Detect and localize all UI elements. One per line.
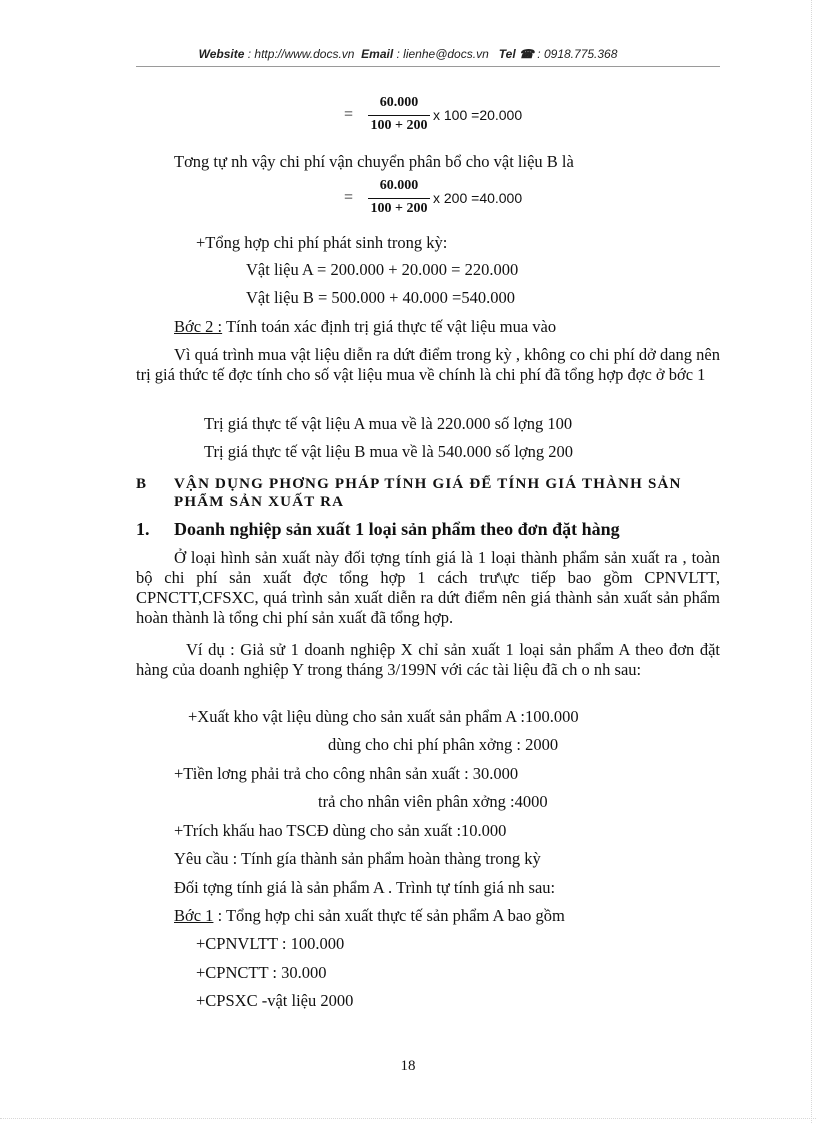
phone-icon: ☎ bbox=[519, 47, 534, 61]
formula-denominator: 100 + 200 bbox=[370, 118, 428, 133]
text-line: Trị giá thực tế vật liệu B mua về là 540.000 số lợng 200 bbox=[204, 442, 574, 461]
subsection-heading: 1. Doanh nghiệp sản xuất 1 loại sản phẩm theo đơn đặt hàng bbox=[136, 519, 620, 539]
step-label: Bớc 2 : bbox=[174, 317, 223, 336]
page-number: 18 bbox=[400, 1058, 416, 1074]
text-line: Vật liệu A = 200.000 + 20.000 = 220.000 bbox=[246, 260, 519, 279]
header-rule bbox=[136, 66, 720, 67]
text-line: +Tiền lơng phải trả cho công nhân sản xuất : 30.000 bbox=[174, 764, 519, 783]
tel-label: Tel bbox=[498, 47, 516, 61]
step-2-line: Bớc 2 : Tính toán xác định trị giá thực tế vật liệu mua vào bbox=[174, 317, 557, 336]
formula-denominator: 100 + 200 bbox=[370, 201, 428, 216]
email-value[interactable]: lienhe@docs.vn bbox=[403, 47, 489, 61]
fraction-bar bbox=[368, 198, 430, 199]
text-line: trả cho nhân viên phân xởng :4000 bbox=[318, 792, 548, 811]
paragraph: Ví dụ : Giả sử 1 doanh nghiệp X chỉ sản xuất 1 loại sản phẩm A theo đơn đặt hàng của doanh nghiệp Y trong tháng 3/199N với các tài liệu đã ch o nh sau: bbox=[136, 640, 720, 679]
tel-value: 0918.775.368 bbox=[543, 47, 618, 61]
text-line: +Xuất kho vật liệu dùng cho sản xuất sản phẩm A :100.000 bbox=[188, 707, 579, 726]
website-url[interactable]: http://www.docs.vn bbox=[254, 47, 355, 61]
text-line: +CPSXC -vật liệu 2000 bbox=[196, 991, 354, 1010]
text-line: +CPNVLTT : 100.000 bbox=[196, 934, 345, 953]
fraction-bar bbox=[368, 115, 430, 116]
formula-result: x 100 =20.000 bbox=[433, 107, 523, 123]
text-line: Tơng tự nh vậy chi phí vận chuyển phân bổ cho vật liệu B là bbox=[174, 152, 574, 171]
step-label: Bớc 1 bbox=[174, 906, 214, 925]
email-label: Email bbox=[361, 47, 394, 61]
paragraph: Vì quá trình mua vật liệu diễn ra dứt điểm trong kỳ , không co chi phí dở dang nên trị giá thức tế đợc tính cho số vật liệu mua về chính là chi phí đã tổng hợp đợc ở bớc 1 bbox=[136, 345, 720, 384]
text-line: +CPNCTT : 30.000 bbox=[196, 963, 327, 982]
paragraph: Ở loại hình sản xuất này đối tợng tính giá là 1 loại thành phẩm sản xuất ra , toàn bộ chi phí sản xuất đợc tổng hợp 1 cách trư\ực tiếp bao gồm CPNVLTT, CPNCTT,CFSXC, quá trình sản xuất diễn ra dứt điểm nên giá thành sản xuất sản phẩm hoàn thành là tổng chi phí sản xuất đã tổng hợp. bbox=[136, 548, 720, 627]
page-header: Website : http://www.docs.vn Email : lienhe@docs.vn Tel ☎ : 0918.775.368 bbox=[198, 47, 618, 61]
formula-numerator: 60.000 bbox=[379, 95, 419, 110]
text-line: +Trích khấu hao TSCĐ dùng cho sản xuất :10.000 bbox=[174, 821, 507, 840]
text-line: Trị giá thực tế vật liệu A mua về là 220.000 số lợng 100 bbox=[204, 414, 573, 433]
text-line: Yêu cầu : Tính gía thành sản phẩm hoàn thàng trong kỳ bbox=[174, 849, 541, 868]
website-label: Website bbox=[198, 47, 245, 61]
section-heading: B VẬN DỤNG PHƠNG PHÁP TÍNH GIÁ ĐỂ TÍNH GIÁ THÀNH SẢN PHẨM SẢN XUẤT RA bbox=[136, 476, 682, 510]
text-line: +Tổng hợp chi phí phát sinh trong kỳ: bbox=[196, 233, 448, 252]
page-edge-right bbox=[811, 0, 812, 1123]
text-line: dùng cho chi phí phân xởng : 2000 bbox=[328, 735, 559, 754]
formula-result: x 200 =40.000 bbox=[433, 190, 523, 206]
text-line: Vật liệu B = 500.000 + 40.000 =540.000 bbox=[246, 288, 515, 307]
step-1-line: Bớc 1 : Tổng hợp chi sản xuất thực tế sản phẩm A bao gồm bbox=[174, 906, 565, 925]
page-edge-bottom bbox=[0, 1118, 816, 1119]
formula-numerator: 60.000 bbox=[379, 178, 419, 193]
text-line: Đối tợng tính giá là sản phẩm A . Trình tự tính giá nh sau: bbox=[174, 878, 556, 897]
